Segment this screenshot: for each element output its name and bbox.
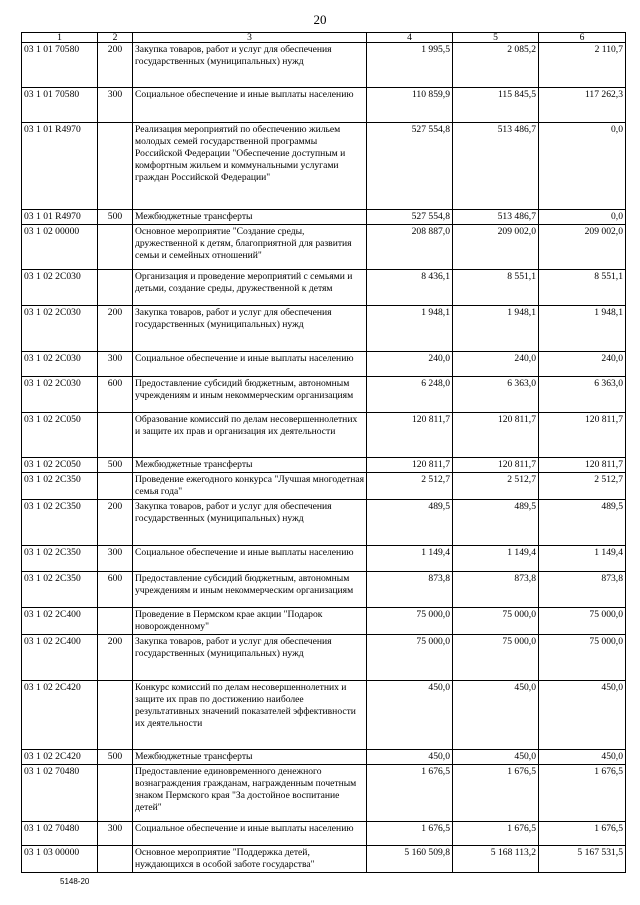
cell-amount-col4: 5 160 509,8 (367, 846, 453, 873)
cell-name: Конкурс комиссий по делам несовершеннолетних и защите их прав по достижению наиболее результативных значений показателей эффективности их деятельности (133, 681, 367, 750)
cell-amount-col4: 120 811,7 (367, 458, 453, 473)
table-row (22, 608, 626, 635)
cell-amount-col6: 1 149,4 (539, 546, 626, 572)
header-col-3: 3 (133, 33, 367, 43)
cell-amount-col4: 489,5 (367, 500, 453, 546)
cell-amount-col6: 0,0 (539, 210, 626, 225)
cell-expense-type (98, 765, 133, 822)
cell-amount-col5: 2 512,7 (453, 473, 539, 500)
table-row (22, 473, 626, 500)
cell-amount-col4: 75 000,0 (367, 635, 453, 681)
table-row (22, 123, 626, 210)
cell-name: Социальное обеспечение и иные выплаты населению (133, 822, 367, 846)
table-row (22, 572, 626, 608)
cell-target-code: 03 1 02 00000 (22, 225, 98, 270)
cell-expense-type: 300 (98, 822, 133, 846)
cell-amount-col6: 2 110,7 (539, 43, 626, 88)
cell-amount-col5: 115 845,5 (453, 88, 539, 123)
cell-amount-col6: 450,0 (539, 681, 626, 750)
cell-name: Социальное обеспечение и иные выплаты населению (133, 546, 367, 572)
cell-amount-col4: 208 887,0 (367, 225, 453, 270)
cell-amount-col4: 2 512,7 (367, 473, 453, 500)
cell-amount-col6: 2 512,7 (539, 473, 626, 500)
cell-expense-type (98, 225, 133, 270)
cell-name: Межбюджетные трансферты (133, 750, 367, 765)
cell-name: Межбюджетные трансферты (133, 210, 367, 225)
cell-amount-col6: 209 002,0 (539, 225, 626, 270)
cell-amount-col5: 1 948,1 (453, 306, 539, 352)
table-row (22, 846, 626, 873)
cell-expense-type (98, 123, 133, 210)
table-row (22, 352, 626, 377)
cell-target-code: 03 1 02 2С030 (22, 377, 98, 413)
header-col-5: 5 (453, 33, 539, 43)
header-col-6: 6 (539, 33, 626, 43)
page-number: 20 (313, 12, 327, 27)
cell-amount-col4: 450,0 (367, 750, 453, 765)
cell-expense-type: 200 (98, 43, 133, 88)
cell-amount-col6: 1 676,5 (539, 822, 626, 846)
cell-amount-col5: 240,0 (453, 352, 539, 377)
cell-name: Образование комиссий по делам несовершеннолетних и защите их прав и организация их деятельности (133, 413, 367, 458)
cell-target-code: 03 1 01 70580 (22, 43, 98, 88)
table-row (22, 681, 626, 750)
table-row (22, 413, 626, 458)
cell-amount-col5: 209 002,0 (453, 225, 539, 270)
cell-target-code: 03 1 03 00000 (22, 846, 98, 873)
cell-amount-col5: 489,5 (453, 500, 539, 546)
cell-target-code: 03 1 02 2С420 (22, 681, 98, 750)
cell-target-code: 03 1 02 2С030 (22, 352, 98, 377)
cell-amount-col6: 489,5 (539, 500, 626, 546)
cell-target-code: 03 1 02 2С030 (22, 306, 98, 352)
cell-amount-col6: 120 811,7 (539, 458, 626, 473)
cell-expense-type: 500 (98, 210, 133, 225)
cell-amount-col4: 6 248,0 (367, 377, 453, 413)
cell-amount-col6: 6 363,0 (539, 377, 626, 413)
table-row (22, 546, 626, 572)
cell-expense-type: 500 (98, 750, 133, 765)
cell-name: Основное мероприятие "Поддержка детей, нуждающихся в особой заботе государства" (133, 846, 367, 873)
footer-code: 5148-20 (60, 877, 90, 886)
cell-amount-col4: 1 676,5 (367, 765, 453, 822)
cell-name: Закупка товаров, работ и услуг для обеспечения государственных (муниципальных) нужд (133, 635, 367, 681)
cell-target-code: 03 1 02 2С350 (22, 572, 98, 608)
cell-amount-col5: 450,0 (453, 681, 539, 750)
table-row (22, 750, 626, 765)
cell-expense-type: 200 (98, 306, 133, 352)
cell-amount-col4: 240,0 (367, 352, 453, 377)
cell-name: Реализация мероприятий по обеспечению жильем молодых семей государственной программы Российской Федерации "Обеспечение доступным и комфортным жильем и коммунальными услугами граждан Российской Федерации" (133, 123, 367, 210)
cell-name: Предоставление субсидий бюджетным, автономным учреждениям и иным некоммерческим организациям (133, 377, 367, 413)
cell-expense-type (98, 608, 133, 635)
table-row (22, 500, 626, 546)
cell-amount-col6: 873,8 (539, 572, 626, 608)
cell-expense-type: 300 (98, 352, 133, 377)
cell-amount-col6: 0,0 (539, 123, 626, 210)
cell-target-code: 03 1 02 2С400 (22, 635, 98, 681)
cell-expense-type (98, 270, 133, 306)
table-row (22, 306, 626, 352)
cell-amount-col4: 75 000,0 (367, 608, 453, 635)
cell-amount-col5: 120 811,7 (453, 458, 539, 473)
cell-amount-col6: 450,0 (539, 750, 626, 765)
cell-target-code: 03 1 02 70480 (22, 822, 98, 846)
cell-name: Закупка товаров, работ и услуг для обеспечения государственных (муниципальных) нужд (133, 306, 367, 352)
table-row (22, 43, 626, 88)
cell-expense-type: 300 (98, 88, 133, 123)
table-row (22, 225, 626, 270)
cell-name: Закупка товаров, работ и услуг для обеспечения государственных (муниципальных) нужд (133, 500, 367, 546)
cell-amount-col6: 240,0 (539, 352, 626, 377)
cell-amount-col5: 1 676,5 (453, 765, 539, 822)
cell-amount-col6: 75 000,0 (539, 608, 626, 635)
cell-amount-col5: 75 000,0 (453, 635, 539, 681)
header-col-1: 1 (22, 33, 98, 43)
cell-amount-col5: 6 363,0 (453, 377, 539, 413)
cell-target-code: 03 1 02 70480 (22, 765, 98, 822)
cell-amount-col6: 5 167 531,5 (539, 846, 626, 873)
table-row (22, 88, 626, 123)
cell-expense-type: 300 (98, 546, 133, 572)
table-row (22, 765, 626, 822)
cell-name: Социальное обеспечение и иные выплаты населению (133, 88, 367, 123)
cell-amount-col5: 1 149,4 (453, 546, 539, 572)
cell-expense-type: 600 (98, 572, 133, 608)
cell-amount-col4: 873,8 (367, 572, 453, 608)
cell-amount-col6: 75 000,0 (539, 635, 626, 681)
cell-amount-col6: 120 811,7 (539, 413, 626, 458)
cell-amount-col6: 117 262,3 (539, 88, 626, 123)
cell-target-code: 03 1 02 2С350 (22, 546, 98, 572)
cell-amount-col4: 527 554,8 (367, 123, 453, 210)
cell-expense-type (98, 413, 133, 458)
cell-name: Закупка товаров, работ и услуг для обеспечения государственных (муниципальных) нужд (133, 43, 367, 88)
cell-name: Проведение в Пермском крае акции "Подарок новорожденному" (133, 608, 367, 635)
cell-amount-col5: 1 676,5 (453, 822, 539, 846)
cell-amount-col6: 8 551,1 (539, 270, 626, 306)
cell-name: Межбюджетные трансферты (133, 458, 367, 473)
cell-amount-col4: 1 995,5 (367, 43, 453, 88)
cell-amount-col5: 873,8 (453, 572, 539, 608)
cell-expense-type (98, 473, 133, 500)
table-row (22, 822, 626, 846)
budget-table (21, 32, 626, 873)
cell-amount-col5: 2 085,2 (453, 43, 539, 88)
cell-target-code: 03 1 02 2С050 (22, 458, 98, 473)
cell-target-code: 03 1 02 2С420 (22, 750, 98, 765)
cell-expense-type: 600 (98, 377, 133, 413)
cell-expense-type: 200 (98, 635, 133, 681)
cell-target-code: 03 1 02 2С030 (22, 270, 98, 306)
cell-target-code: 03 1 01 R4970 (22, 123, 98, 210)
cell-expense-type: 500 (98, 458, 133, 473)
cell-amount-col6: 1 948,1 (539, 306, 626, 352)
table-row (22, 270, 626, 306)
cell-target-code: 03 1 02 2С350 (22, 473, 98, 500)
cell-target-code: 03 1 01 70580 (22, 88, 98, 123)
table-row (22, 210, 626, 225)
cell-amount-col6: 1 676,5 (539, 765, 626, 822)
cell-amount-col4: 120 811,7 (367, 413, 453, 458)
header-col-2: 2 (98, 33, 133, 43)
cell-amount-col4: 1 948,1 (367, 306, 453, 352)
table-row (22, 458, 626, 473)
header-col-4: 4 (367, 33, 453, 43)
cell-name: Социальное обеспечение и иные выплаты населению (133, 352, 367, 377)
cell-name: Основное мероприятие "Создание среды, дружественной к детям, благоприятной для развития семьи и семейных отношений" (133, 225, 367, 270)
cell-expense-type (98, 681, 133, 750)
cell-amount-col4: 450,0 (367, 681, 453, 750)
cell-target-code: 03 1 02 2С400 (22, 608, 98, 635)
header-row (22, 33, 626, 43)
cell-target-code: 03 1 02 2С350 (22, 500, 98, 546)
cell-amount-col5: 450,0 (453, 750, 539, 765)
cell-target-code: 03 1 02 2С050 (22, 413, 98, 458)
cell-name: Предоставление субсидий бюджетным, автономным учреждениям и иным некоммерческим организациям (133, 572, 367, 608)
cell-amount-col5: 5 168 113,2 (453, 846, 539, 873)
cell-amount-col5: 75 000,0 (453, 608, 539, 635)
cell-amount-col4: 8 436,1 (367, 270, 453, 306)
cell-amount-col5: 120 811,7 (453, 413, 539, 458)
cell-amount-col4: 1 676,5 (367, 822, 453, 846)
cell-name: Предоставление единовременного денежного вознаграждения гражданам, награжденным почетным знаком Пермского края "За достойное воспитание детей" (133, 765, 367, 822)
cell-amount-col5: 513 486,7 (453, 210, 539, 225)
table-row (22, 635, 626, 681)
cell-amount-col4: 527 554,8 (367, 210, 453, 225)
cell-amount-col4: 110 859,9 (367, 88, 453, 123)
cell-name: Организация и проведение мероприятий с семьями и детьми, создание среды, дружественной к детям (133, 270, 367, 306)
cell-amount-col4: 1 149,4 (367, 546, 453, 572)
cell-amount-col5: 8 551,1 (453, 270, 539, 306)
cell-expense-type: 200 (98, 500, 133, 546)
cell-expense-type (98, 846, 133, 873)
cell-target-code: 03 1 01 R4970 (22, 210, 98, 225)
cell-amount-col5: 513 486,7 (453, 123, 539, 210)
table-row (22, 377, 626, 413)
cell-name: Проведение ежегодного конкурса "Лучшая многодетная семья года" (133, 473, 367, 500)
